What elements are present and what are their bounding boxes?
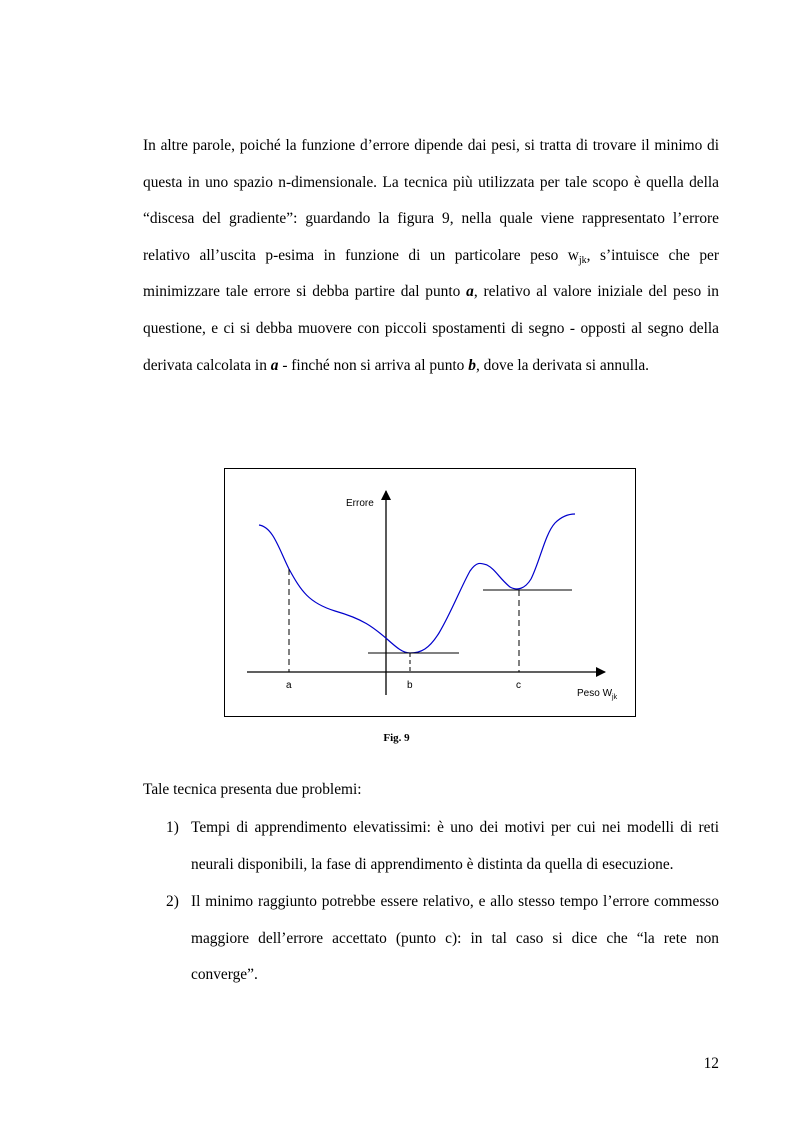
page-number: 12 — [703, 1055, 719, 1072]
paragraph-text-5: , dove la derivata si annulla. — [475, 356, 650, 374]
list-text-1: Tempi di apprendimento elevatissimi: è uno dei motivi per cui nei modelli di reti neurali disponibili, la fase di apprendimento è distinta da quella di esecuzione. — [191, 819, 719, 873]
error-gradient-chart — [225, 469, 637, 718]
point-b-ref: b — [468, 356, 476, 374]
list-number-1: 1) — [166, 819, 179, 836]
figure-caption: Fig. 9 — [383, 732, 410, 744]
error-curve — [259, 514, 575, 653]
point-a-ref-2: a — [270, 356, 279, 374]
list-item-1 — [166, 810, 719, 883]
x-axis-label-main: Peso W — [577, 688, 613, 699]
x-axis-label-sub: jk — [612, 694, 618, 701]
list-text-2: Il minimo raggiunto potrebbe essere relativo, e allo stesso tempo l’errore commesso maggiore dell’errore accettato (punto c): in tal caso si dice che “la rete non converge”. — [191, 893, 719, 984]
figure-9 — [224, 468, 636, 717]
paragraph-text-4: - finché non si arriva al punto — [278, 356, 469, 374]
paragraph-text-1: In altre parole, poiché la funzione d’errore dipende dai pesi, si tratta di trovare il minimo di questa in uno spazio n-dimensionale. La tecnica più utilizzata per tale scopo è quella della “discesa del gradiente”: guardando la figura 9, nella quale viene rappresentato l’errore relativo all’uscita p-esima in funzione di un particolare peso w — [143, 137, 719, 264]
point-a-ref: a — [466, 283, 474, 301]
point-label-b: b — [407, 680, 413, 691]
list-item-2 — [166, 884, 719, 994]
y-axis-label: Errore — [346, 498, 374, 509]
x-axis-label — [577, 688, 618, 701]
body-paragraph — [143, 128, 719, 384]
list-number-2: 2) — [166, 893, 179, 910]
weight-subscript: jk — [578, 254, 587, 266]
list-intro: Tale tecnica presenta due problemi: — [143, 781, 362, 798]
paragraph-text-2: , s’intuisce che per minimizzare tale errore si debba partire dal punto — [143, 246, 719, 301]
point-label-c: c — [516, 680, 521, 691]
paragraph-text-3: , relativo al valore iniziale del peso in questione, e ci si debba muovere con piccoli spostamenti di segno - opposti al segno della derivata calcolata in — [143, 283, 719, 374]
point-label-a: a — [286, 680, 292, 691]
